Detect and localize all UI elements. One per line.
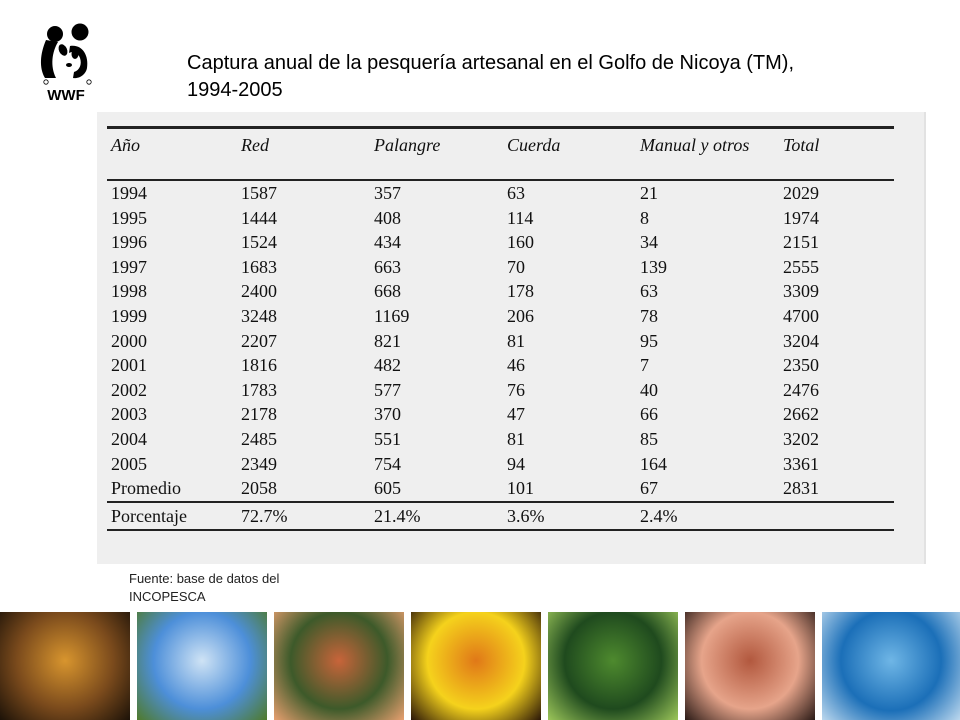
cell-red: 3248 [241,305,277,326]
cell-palangre: 754 [374,453,401,474]
pct-cell-total [783,502,894,530]
cell-year: 2005 [111,453,147,474]
table-row [107,279,894,304]
cell-year: 2000 [111,330,147,351]
cell-red: 1524 [241,232,277,253]
pct-cell-red: 72.7% [241,502,374,530]
cell-cuerda: 160 [507,232,534,253]
cell-cuerda: 94 [507,453,525,474]
table-row [107,180,894,206]
fern-photo [548,612,678,720]
header-total: Total [783,128,894,181]
cell-year: 2001 [111,355,147,376]
svg-text:WWF: WWF [47,87,85,104]
cell-cuerda: 76 [507,379,525,400]
cell-red: 1683 [241,256,277,277]
cell-year: 1995 [111,207,147,228]
cell-cuerda: 81 [507,330,525,351]
cell-cuerda: 63 [507,183,525,203]
table-row [107,452,894,477]
cell-manual: 67 [640,478,658,499]
header-palangre: Palangre [374,128,507,181]
cell-cuerda: 101 [507,478,534,499]
header-red: Red [241,128,374,181]
cell-total: 3361 [783,453,819,474]
cell-total: 2831 [783,478,819,499]
table-row [107,230,894,255]
cell-year: 2002 [111,379,147,400]
table-image-panel [97,112,925,564]
cell-palangre: 408 [374,207,401,228]
cell-palangre: 605 [374,478,401,499]
cell-red: 1816 [241,355,277,376]
cell-manual: 85 [640,428,658,449]
cell-year: 1999 [111,305,147,326]
cell-red: 2178 [241,404,277,425]
cell-red: 2207 [241,330,277,351]
cell-cuerda: 206 [507,305,534,326]
cell-manual: 34 [640,232,658,253]
cell-manual: 7 [640,355,649,376]
wind-turbines-photo [137,612,267,720]
cell-palangre: 668 [374,281,401,302]
cell-year: 1997 [111,256,147,277]
table-row [107,378,894,403]
catch-table [107,126,894,531]
percentage-row [107,502,894,530]
cell-year: Promedio [111,478,181,499]
header-cuerda: Cuerda [507,128,640,181]
cell-red: 1587 [241,183,277,203]
cell-palangre: 434 [374,232,401,253]
cell-red: 2058 [241,478,277,499]
cell-manual: 95 [640,330,658,351]
cell-manual: 66 [640,404,658,425]
cell-palangre: 551 [374,428,401,449]
cell-palangre: 357 [374,183,401,203]
cell-total: 2662 [783,404,819,425]
cell-cuerda: 46 [507,355,525,376]
cell-cuerda: 70 [507,256,525,277]
table-row [107,255,894,280]
table-row [107,353,894,378]
source-note: Fuente: base de datos del INCOPESCA [129,571,280,604]
header-year: Año [107,128,241,181]
cell-red: 2485 [241,428,277,449]
cell-manual: 78 [640,305,658,326]
tree-trunk-photo [274,612,404,720]
cell-year: 1994 [111,183,147,203]
child-face-photo [685,612,815,720]
dolphins-photo [822,612,960,720]
table-row [107,206,894,231]
cell-year: 2004 [111,428,147,449]
cell-palangre: 482 [374,355,401,376]
cell-red: 1783 [241,379,277,400]
cell-total: 2151 [783,232,819,253]
cell-cuerda: 81 [507,428,525,449]
cell-year: 1998 [111,281,147,302]
table-row [107,329,894,354]
tiger-photo [0,612,130,720]
cell-red: 2400 [241,281,277,302]
pct-cell-cuerda: 3.6% [507,502,640,530]
cell-total: 2029 [783,183,819,203]
cell-cuerda: 47 [507,404,525,425]
cell-palangre: 663 [374,256,401,277]
cell-total: 3204 [783,330,819,351]
cell-manual: 164 [640,453,667,474]
panel-edge-divider [924,112,926,564]
cell-year: 1996 [111,232,147,253]
wwf-panda-logo [36,22,96,104]
cell-manual: 63 [640,281,658,302]
table-row [107,476,894,502]
pct-cell-year: Porcentaje [107,502,241,530]
cell-manual: 139 [640,256,667,277]
cell-manual: 21 [640,183,658,203]
cell-palangre: 1169 [374,305,410,326]
table-header-row [107,128,894,181]
table-row [107,402,894,427]
cell-manual: 8 [640,207,649,228]
slide-title: Captura anual de la pesquería artesanal en el Golfo de Nicoya (TM), 1994-2005 [187,52,795,101]
cell-total: 2350 [783,355,819,376]
cell-total: 1974 [783,207,819,228]
cell-cuerda: 114 [507,207,534,228]
cell-total: 3202 [783,428,819,449]
cell-palangre: 577 [374,379,401,400]
cell-red: 1444 [241,207,277,228]
pct-cell-manual: 2.4% [640,502,783,530]
cell-total: 4700 [783,305,819,326]
cell-palangre: 821 [374,330,401,351]
cell-total: 2555 [783,256,819,277]
monarch-butterfly-photo [411,612,541,720]
cell-year: 2003 [111,404,147,425]
cell-manual: 40 [640,379,658,400]
cell-red: 2349 [241,453,277,474]
table-row [107,427,894,452]
pct-cell-palangre: 21.4% [374,502,507,530]
cell-total: 2476 [783,379,819,400]
table-row [107,304,894,329]
cell-palangre: 370 [374,404,401,425]
cell-total: 3309 [783,281,819,302]
header-manual: Manual y otros [640,128,783,181]
cell-cuerda: 178 [507,281,534,302]
